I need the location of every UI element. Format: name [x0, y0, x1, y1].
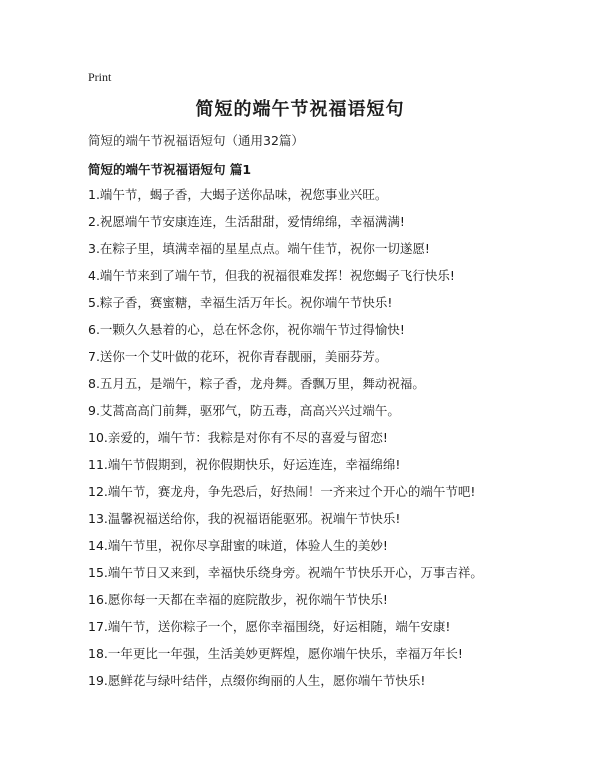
list-item: 10.亲爱的，端午节：我粽是对你有不尽的喜爱与留恋! — [88, 430, 388, 445]
list-item: 19.愿鲜花与绿叶结伴，点缀你绚丽的人生，愿你端午节快乐! — [88, 673, 426, 688]
list-item: 11.端午节假期到，祝你假期快乐，好运连连，幸福绵绵! — [88, 457, 401, 472]
list-item: 13.温馨祝福送给你，我的祝福语能驱邪。祝端午节快乐! — [88, 511, 401, 526]
list-item: 9.艾蒿高高门前舞，驱邪气，防五毒，高高兴兴过端午。 — [88, 403, 400, 418]
list-item: 18.一年更比一年强，生活美妙更辉煌，愿你端午快乐，幸福万年长! — [88, 646, 463, 661]
document-subtitle: 简短的端午节祝福语短句（通用32篇） — [88, 133, 304, 148]
list-item: 1.端午节，蝎子香，大蝎子送你品味，祝您事业兴旺。 — [88, 187, 388, 202]
list-item: 12.端午节，赛龙舟，争先恐后，好热闹！一齐来过个开心的端午节吧! — [88, 484, 476, 499]
list-item: 8.五月五，是端午，粽子香，龙舟舞。香飘万里，舞动祝福。 — [88, 376, 425, 391]
list-item: 15.端午节日又来到，幸福快乐绕身旁。祝端午节快乐开心，万事吉祥。 — [88, 565, 483, 580]
list-item: 6.一颗久久悬着的心，总在怀念你，祝你端午节过得愉快! — [88, 322, 405, 337]
blessing-list — [88, 185, 588, 698]
list-item: 4.端午节来到了端午节，但我的祝福很难发挥！祝您蝎子飞行快乐! — [88, 268, 455, 283]
list-item: 5.粽子香，赛蜜糖，幸福生活万年长。祝你端午节快乐! — [88, 295, 393, 310]
list-item: 16.愿你每一天都在幸福的庭院散步，祝你端午节快乐! — [88, 592, 388, 607]
list-item: 7.送你一个艾叶做的花环，祝你青春靓丽，美丽芬芳。 — [88, 349, 388, 364]
document-title: 简短的端午节祝福语短句 — [195, 99, 405, 120]
section-heading: 简短的端午节祝福语短句 篇1 — [88, 162, 252, 177]
list-item: 2.祝愿端午节安康连连，生活甜甜，爱情绵绵，幸福满满! — [88, 214, 405, 229]
print-link[interactable]: Print — [88, 70, 112, 84]
list-item: 3.在粽子里，填满幸福的星星点点。端午佳节，祝你一切遂愿! — [88, 241, 430, 256]
list-item: 17.端午节，送你粽子一个，愿你幸福围绕，好运相随，端午安康! — [88, 619, 451, 634]
list-item: 14.端午节里，祝你尽享甜蜜的味道，体验人生的美妙! — [88, 538, 388, 553]
